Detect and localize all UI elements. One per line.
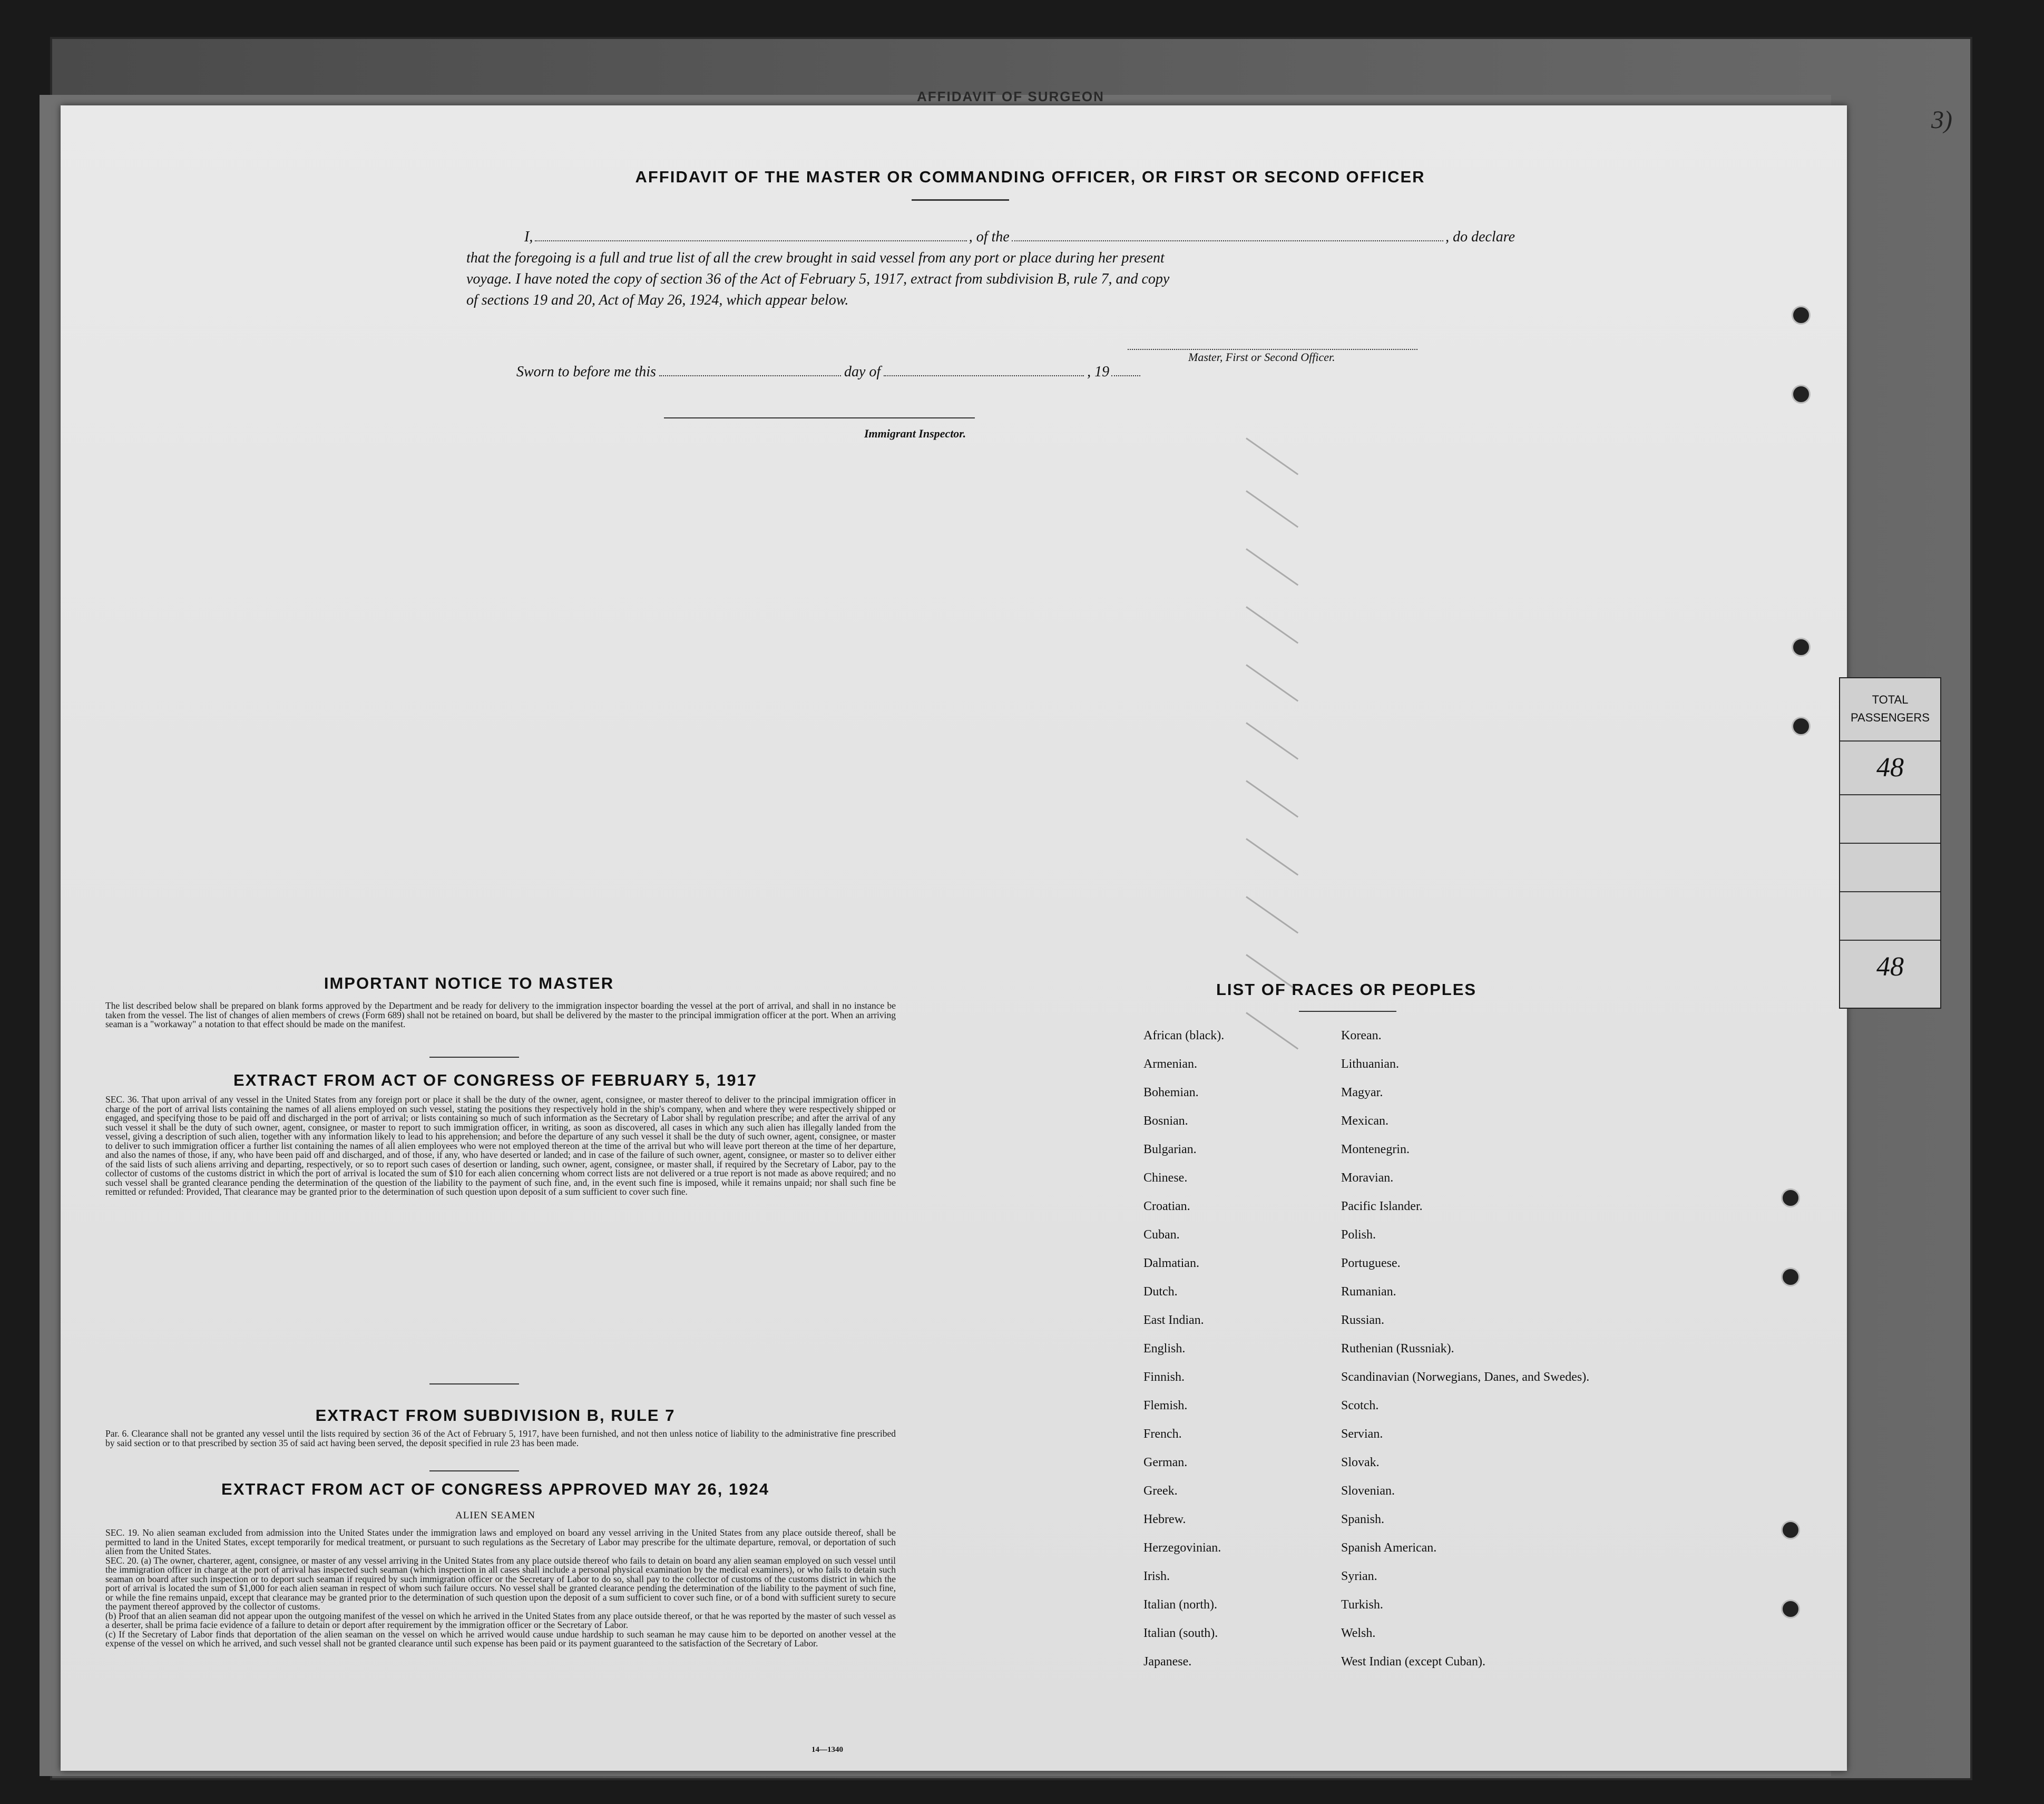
form-page [61,105,1847,1771]
race-item: Italian (north). [1143,1598,1217,1612]
notice-text: The list described below shall be prepared on blank forms approved by the Department and be ready for delivery to the immigration inspector boarding the vessel at the port of arrival, and shall in no instance be taken from the vessel. The list of changes of alien members of crews (Form 689) shall not be retained on board, but shall be delivered by the master to the principal immigration officer at the port. When an arriving seaman is a "workaway" a notation to that effect should be made on the manifest. [105,1000,896,1029]
of-the-label: , of the [969,229,1010,245]
total-value-1: 48 [1840,742,1940,795]
race-item: Slovenian. [1341,1484,1395,1498]
races-left-column [1143,1028,1302,1682]
sworn-month-field[interactable] [884,375,1084,376]
sworn-day-field[interactable] [659,375,841,376]
total-header-1: TOTAL [1872,693,1909,706]
declaration-line-2: that the foregoing is a full and true list of all the crew brought in said vessel from any port or place during her present [466,250,1165,266]
race-item: Slovak. [1341,1456,1380,1469]
race-item: Flemish. [1143,1399,1188,1412]
total-header-2: PASSENGERS [1851,711,1930,724]
total-passengers-box [1839,677,1941,1009]
binder-hole [1781,1600,1800,1618]
race-item: Cuban. [1143,1228,1180,1242]
race-item: Chinese. [1143,1171,1188,1185]
notice-title: IMPORTANT NOTICE TO MASTER [324,974,614,992]
race-item: Dutch. [1143,1285,1178,1299]
race-item: Portuguese. [1341,1256,1401,1270]
alien-seamen-subtitle: ALIEN SEAMEN [455,1510,535,1521]
sworn-day-of: day of [844,364,881,380]
rule7-title: EXTRACT FROM SUBDIVISION B, RULE 7 [315,1406,676,1425]
races-right-column [1341,1028,1615,1682]
notice-rule [429,1057,519,1058]
sworn-year-label: , 19 [1087,364,1110,380]
inspector-signature-line[interactable] [664,417,975,418]
extract-1924-title: EXTRACT FROM ACT OF CONGRESS APPROVED MAY 26, 1924 [221,1480,769,1498]
declarant-label: I, [524,229,533,245]
race-item: German. [1143,1456,1188,1469]
race-item: Scotch. [1341,1399,1379,1412]
race-item: Finnish. [1143,1370,1185,1384]
bleed-through-right [1615,1260,1752,1291]
binder-hole [1781,1267,1800,1286]
race-item: Spanish American. [1341,1541,1437,1555]
race-item: Bohemian. [1143,1086,1199,1099]
race-item: East Indian. [1143,1313,1204,1327]
affidavit-declaration [466,227,1515,311]
race-item: Moravian. [1341,1171,1394,1185]
race-item: Herzegovinian. [1143,1541,1221,1555]
binder-hole [1781,1520,1800,1539]
faint-header-text: AFFIDAVIT OF SURGEON [917,89,1104,104]
binder-hole [1792,385,1811,404]
binder-hole [1792,306,1811,325]
race-item: Korean. [1341,1029,1382,1042]
race-item: Montenegrin. [1341,1143,1410,1156]
race-item: Ruthenian (Russniak). [1341,1342,1454,1356]
race-item: Syrian. [1341,1569,1377,1583]
vessel-name-field[interactable] [1012,240,1443,241]
declaration-line-4: of sections 19 and 20, Act of May 26, 1924, which appear below. [466,292,849,308]
race-item: Welsh. [1341,1626,1376,1640]
section-20c-text: (c) If the Secretary of Labor finds that deportation of the alien seaman on the vessel on which he arrived would cause undue hardship to such seaman he may cause him to be deported on another vessel at the expense of the vessel on which he arrived, and such vessel shall not be granted clearance until such expense has been paid or its payment guaranteed to the satisfaction of the Secretary of Labor. [105,1629,896,1649]
race-item: Turkish. [1341,1598,1383,1612]
race-item: Hebrew. [1143,1513,1186,1526]
race-item: French. [1143,1427,1182,1441]
races-rule [1299,1011,1396,1012]
section-19-text: SEC. 19. No alien seaman excluded from admission into the United States under the immigration laws and employed on board any vessel arriving in the United States from any place outside thereof, shall be permitted to land in the United States, except temporarily for medical treatment, or pursuant to such regulations as the Secretary of Labor may prescribe for the ultimate departure, removal, or deportation of such alien from the United States. [105,1527,896,1556]
sworn-prefix: Sworn to before me this [516,364,656,380]
master-signature-caption: Master, First or Second Officer. [1188,350,1335,364]
race-item: Pacific Islander. [1341,1200,1423,1213]
race-item: Magyar. [1341,1086,1383,1099]
race-item: Italian (south). [1143,1626,1218,1640]
races-title: LIST OF RACES OR PEOPLES [1216,980,1477,999]
extract-1924-text [105,1528,896,1649]
affidavit-title: AFFIDAVIT OF THE MASTER OR COMMANDING OFFICER, OR FIRST OR SECOND OFFICER [635,168,1425,186]
race-item: Bulgarian. [1143,1143,1197,1156]
declarant-name-field[interactable] [535,240,966,241]
inspector-caption: Immigrant Inspector. [864,427,966,440]
rule7-rule [429,1470,519,1471]
race-item: Mexican. [1341,1114,1388,1128]
race-item: Rumanian. [1341,1285,1396,1299]
race-item: Scandinavian (Norwegians, Danes, and Swedes). [1341,1370,1590,1384]
race-item: Polish. [1341,1228,1376,1242]
race-item: Servian. [1341,1427,1383,1441]
race-item: West Indian (except Cuban). [1341,1655,1485,1669]
master-signature-line[interactable] [1128,349,1417,350]
race-item: Spanish. [1341,1513,1385,1526]
extract-1917-title: EXTRACT FROM ACT OF CONGRESS OF FEBRUARY 5, 1917 [233,1071,757,1089]
title-rule [912,199,1009,201]
section-20b-text: (b) Proof that an alien seaman did not appear upon the outgoing manifest of the vessel on which he arrived in the United States from any place outside thereof, or that he was reported by the master of such vessel as a deserter, shall be prima facie evidence of a failure to detain or deport after requirement by the immigration officer or the Secretary of Labor. [105,1610,896,1630]
race-item: English. [1143,1342,1186,1356]
extract-1917-rule [429,1383,519,1384]
binder-hole [1792,717,1811,736]
race-item: Armenian. [1143,1057,1197,1071]
extract-1917-text: SEC. 36. That upon arrival of any vessel in the United States from any foreign port or place it shall be the duty of the owner, agent, consignee, or master thereof to deliver to the principal immigration officer in charge of the port of arrival lists containing the names of all aliens employed on such vessel, stating the positions they respectively hold in the ship's company, when and where they were respectively shipped or engaged, and specifying those to be paid off and discharged in the port of arrival; or lists containing so much of such information as the Secretary of Labor shall by regulation prescribe; and after the arrival of any such vessel it shall be the duty of such owner, agent, consignee, or master to report to such immigration officer, in writing, as soon as discovered, all cases in which any such alien has illegally landed from the vessel, giving a description of such alien, together with any information likely to lead to his apprehension; and before the departure of any such vessel it shall be the duty of such owner, agent, consignee, or master to deliver to such immigration officer a further list containing the names of all alien employees who were not employed thereon at the time of the arrival but who will leave port thereon at the time of her departure, and also the names of those, if any, who have been paid off and discharged, and of those, if any, who have deserted or landed; and in case of the failure of such owner, agent, consignee, or master so to deliver either of the said lists of such aliens arriving and departing, respectively, or so to report such cases of desertion or landing, such owner, agent, consignee, or master shall, if required by the Secretary of Labor, pay to the collector of customs of the customs district in which the port of arrival is located the sum of $10 for each alien concerning whom correct lists are not delivered or a true report is not made as above required; and no such vessel shall be granted clearance pending the determination of the question of the liability to the payment of such fine, and, in the event such fine is imposed, while it remains unpaid; nor shall such fine be remitted or refunded: Provided, That clearance may be granted prior to the determination of such question upon deposit of a sum sufficient to cover such fine. [105,1094,896,1197]
section-20a-text: SEC. 20. (a) The owner, charterer, agent, consignee, or master of any vessel arriving in the United States from any place outside thereof who fails to detain on board any alien seaman employed on such vessel until the immigration officer in charge at the port of arrival has inspected such seaman (which inspection in all cases shall include a personal physical examination by the medical examiners), or who fails to detain such seaman on board after such inspection or to deport such seaman if required by such immigration officer or the Secretary of Labor to do so, shall pay to the collector of customs of the customs district in which the port of arrival is located the sum of $1,000 for each alien seaman in respect of whom such failure occurs. No vessel shall be granted clearance pending the determination of the liability to the payment of such fine, or while the fine remains unpaid, except that clearance may be granted prior to the determination of such question upon the deposit of a sum sufficient to cover such fine, or of a bond with sufficient surety to secure the payment thereof approved by the collector of customs. [105,1555,896,1612]
race-item: Irish. [1143,1569,1170,1583]
do-declare-label: , do declare [1445,229,1515,245]
race-item: African (black). [1143,1029,1225,1042]
race-item: Lithuanian. [1341,1057,1399,1071]
sworn-line [516,364,1140,381]
race-item: Croatian. [1143,1200,1190,1213]
declaration-line-3: voyage. I have noted the copy of section 36 of the Act of February 5, 1917, extract from subdivision B, rule 7, and copy [466,271,1170,287]
rule7-text: Par. 6. Clearance shall not be granted any vessel until the lists required by section 36 of the Act of February 5, 1917, have been furnished, and not then unless notice of liability to the administrative fine prescribed by said section or to that prescribed by section 35 of said act having been served, the deposit specified in rule 23 has been made. [105,1428,896,1448]
binder-hole [1792,638,1811,657]
binder-hole [1781,1188,1800,1207]
race-item: Japanese. [1143,1655,1192,1669]
total-value-2: 48 [1876,952,1904,982]
race-item: Russian. [1341,1313,1385,1327]
race-item: Greek. [1143,1484,1178,1498]
sworn-year-field[interactable] [1111,375,1140,376]
form-number: 14—1340 [811,1746,843,1754]
page-number-mark: 3) [1931,106,1952,134]
race-item: Dalmatian. [1143,1256,1199,1270]
race-item: Bosnian. [1143,1114,1188,1128]
